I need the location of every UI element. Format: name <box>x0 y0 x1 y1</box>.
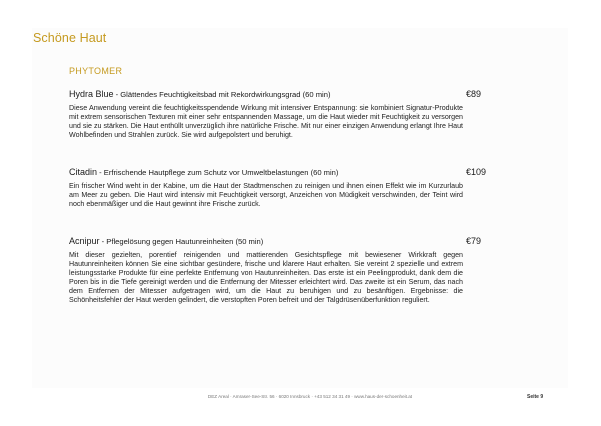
treatment-price: €89 <box>466 89 482 99</box>
treatment-name <box>69 236 263 246</box>
treatment-title: Citadin <box>69 167 98 177</box>
treatment-header <box>69 236 532 249</box>
treatment-citadin <box>69 167 532 209</box>
treatment-price: €79 <box>466 236 482 246</box>
treatment-name <box>69 167 338 177</box>
treatment-subtitle: - Pflegelösung gegen Hautunreinheiten (50 min) <box>99 237 264 246</box>
treatment-description: Mit dieser gezielten, porentief reinigenden und mattierenden Gesichtspflege mit bewiesener Wirkkraft gegen Hautunreinheiten können Sie eine sichtbar gesündere, frische und klarere Haut erhalten. Sie vereint 2 spezielle und extrem leistungsstarke Produkte für eine perfekte Entfernung von Hautunreinheiten. Das erste ist ein Peelingprodukt, dank dem die Poren bis in die Tiefe gereinigt werden und die Entfernung der Mitesser erleichtert wird. Das zweite ist ein Serum, das nach dem Entfernen der Mitesser aufgetragen wird, um die Haut zu beruhigen und zu besänftigen. Ergebnisse: die Schönheitsfehler der Haut werden gelindert, die verstopften Poren befreit und der Talgdrüsenüberfunktion reguliert. <box>69 251 463 305</box>
treatment-subtitle: - Erfrischende Hautpflege zum Schutz vor Umweltbelastungen (60 min) <box>97 168 339 177</box>
treatment-name <box>69 89 330 99</box>
treatment-header <box>69 89 532 102</box>
section-title: Schöne Haut <box>33 31 107 45</box>
treatment-price: €109 <box>466 167 487 177</box>
footer-address: DEZ Areal · Amraser-See-Str. 56 · 6020 Innsbruck · +43 512 34 31 49 · www.haus-der-schoenheit.at <box>207 394 413 399</box>
treatment-hydra-blue <box>69 89 532 140</box>
treatment-subtitle: - Glättendes Feuchtigkeitsbad mit Rekordwirkungsgrad (60 min) <box>113 90 331 99</box>
treatment-title: Acnipur <box>69 236 100 246</box>
treatment-title: Hydra Blue <box>69 89 114 99</box>
treatment-description: Diese Anwendung vereint die feuchtigkeitsspendende Wirkung mit intensiver Entspannung: sie kombiniert Signatur-Produkte mit extrem sensorischen Texturen mit einer sehr entspannenden Massage, um die Haut wieder mit Feuchtigkeit zu versorgen und sie zu stärken. Die Haut enthüllt unverzüglich ihre natürliche Frische. Mit nur einer einzigen Anwendung erlangt Ihre Haut Wohlbefinden und Strahlen zurück. Sie wird aufgepolstert und beruhigt. <box>69 104 463 140</box>
treatment-description: Ein frischer Wind weht in der Kabine, um die Haut der Stadtmenschen zu reinigen und ihnen einen Effekt wie im Kurzurlaub am Meer zu geben. Die Haut wird intensiv mit Feuchtigkeit versorgt, Anzeichen von Müdigkeit verschwinden, der Teint wird noch ebenmäßiger und die Haut gewinnt ihre Frische zurück. <box>69 182 463 209</box>
brand-heading: PHYTOMER <box>69 66 123 76</box>
treatment-header <box>69 167 532 180</box>
page-number: Seite 9 <box>527 394 544 400</box>
treatment-acnipur <box>69 236 532 306</box>
